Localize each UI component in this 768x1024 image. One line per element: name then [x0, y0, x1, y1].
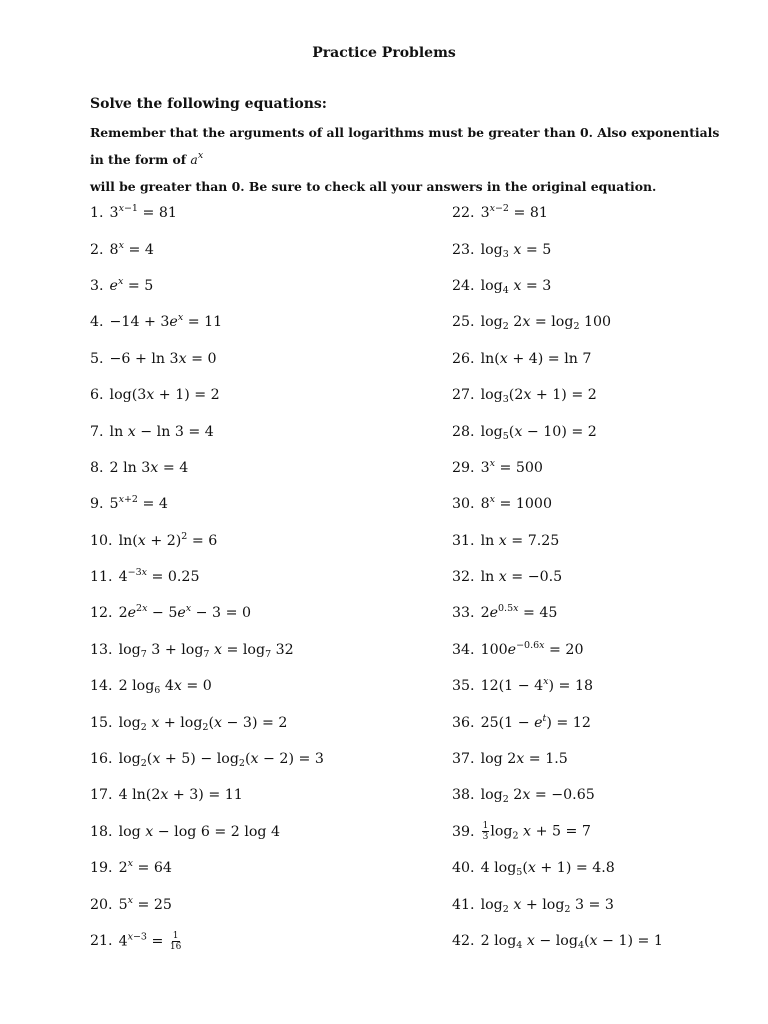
problem-16	[90, 741, 324, 777]
problem-38	[452, 777, 663, 813]
equation: ln(x + 4) = ln 7	[480, 350, 592, 367]
equation: $\log_2 x + \log_2 3 = 3$	[480, 896, 614, 915]
equation: $\log_3(2x + 1) = 2$	[480, 387, 597, 406]
problem-23	[452, 231, 663, 267]
equation: $\frac{1}{3}$ $\log_2 x + 5 = 7$	[482, 821, 591, 843]
equation: −6 + ln 3x = 0	[109, 350, 217, 367]
problem-number: 40.	[452, 860, 475, 877]
problem-number: 22.	[452, 205, 475, 222]
problem-number: 21.	[90, 933, 113, 949]
problem-18	[90, 814, 324, 850]
problem-number: 10.	[90, 532, 113, 549]
problem-number: 23.	[452, 241, 475, 258]
equation: $\log_3 x = 5$	[480, 241, 552, 260]
problem-number: 26.	[452, 350, 475, 367]
problem-14	[90, 668, 324, 704]
equation: log 2x = 1.5	[480, 751, 568, 768]
problem-number: 11.	[90, 569, 113, 586]
problem-number: 3.	[90, 277, 104, 294]
equation: $3^{x-1} = 81$	[109, 203, 177, 222]
problem-5	[90, 341, 324, 377]
problem-7	[90, 413, 324, 449]
problem-26	[452, 341, 663, 377]
problem-3	[90, 268, 324, 304]
problem-number: 41.	[452, 896, 475, 913]
problem-number: 25.	[452, 314, 475, 331]
problem-number: 7.	[90, 423, 104, 440]
equation: $\log_2(x + 5) - \log_2(x - 2) = 3$	[118, 751, 324, 770]
equation: ln x = −0.5	[480, 569, 563, 586]
problem-37	[452, 741, 663, 777]
note-line-2: will be greater than 0. Be sure to check all your answers in the original equation.	[90, 179, 657, 194]
problem-column-right	[452, 195, 663, 959]
problem-number: 6.	[90, 387, 104, 404]
problem-number: 8.	[90, 459, 104, 476]
equation: 4 ln(2x + 3) = 11	[118, 787, 243, 804]
problem-22	[452, 195, 663, 231]
problem-34	[452, 632, 663, 668]
problem-15	[90, 704, 324, 740]
problem-8	[90, 450, 324, 486]
problem-number: 39.	[452, 823, 475, 840]
equation: $e^x = 5$	[109, 275, 154, 294]
problem-10	[90, 523, 324, 559]
equation: ln x = 7.25	[480, 532, 560, 549]
equation: $2e^{0.5x} = 45$	[480, 603, 558, 622]
problem-36	[452, 704, 663, 740]
problem-number: 17.	[90, 787, 113, 804]
problem-number: 33.	[452, 605, 475, 622]
equation: 2 $\log_4 x - \log_4(x - 1) = 1$	[480, 933, 663, 951]
problem-27	[452, 377, 663, 413]
problem-number: 36.	[452, 714, 475, 731]
problem-number: 12.	[90, 605, 113, 622]
equation: $-14 + 3e^x = 11$	[109, 312, 223, 331]
problem-32	[452, 559, 663, 595]
equation: $2e^{2x} - 5e^x - 3 = 0$	[118, 603, 251, 622]
equation: $\log_7 3 + \log_7 x = \log_7 32$	[118, 641, 294, 660]
instructions-heading: Solve the following equations:	[90, 96, 327, 112]
equation: $2^x = 64$	[118, 858, 172, 877]
problem-number: 32.	[452, 569, 475, 586]
equation: $\log_2 2x = -0.65$	[480, 787, 595, 806]
problem-number: 14.	[90, 678, 113, 695]
problem-35	[452, 668, 663, 704]
equation: $8^x = 4$	[109, 239, 154, 258]
note-line-1: Remember that the arguments of all logarithms must be greater than 0. Also exponentials in the form of	[90, 125, 720, 167]
problem-33	[452, 595, 663, 631]
problem-number: 15.	[90, 714, 113, 731]
equation: $100e^{-0.6x} = 20$	[480, 639, 584, 658]
problem-number: 16.	[90, 751, 113, 768]
problem-number: 34.	[452, 641, 475, 658]
equation: $\log_5(x - 10) = 2$	[480, 423, 597, 442]
equation: $5^x = 25$	[118, 894, 172, 913]
problem-number: 38.	[452, 787, 475, 804]
problem-number: 31.	[452, 532, 475, 549]
equation: $25(1 - e^t) = 12$	[480, 712, 591, 731]
page-title: Practice Problems	[312, 45, 456, 61]
problem-number: 2.	[90, 241, 104, 258]
problem-number: 27.	[452, 387, 475, 404]
equation: $\log_2 2x = \log_2 100$	[480, 314, 612, 333]
equation: log(3x + 1) = 2	[109, 387, 220, 404]
problem-31	[452, 523, 663, 559]
equation: $8^x = 1000$	[480, 494, 552, 513]
problem-column-left	[90, 195, 324, 959]
problem-number: 24.	[452, 277, 475, 294]
problem-12	[90, 595, 324, 631]
equation: $\log_2 x + \log_2(x - 3) = 2$	[118, 714, 288, 733]
problem-13	[90, 632, 324, 668]
equation: $\log_4 x = 3$	[480, 277, 552, 296]
problem-number: 37.	[452, 751, 475, 768]
note-var-a: a	[190, 152, 198, 167]
equation: $4^{x-3}$ = $\frac{1}{16}$	[118, 930, 182, 952]
problem-4	[90, 304, 324, 340]
problem-30	[452, 486, 663, 522]
problem-1	[90, 195, 324, 231]
problem-21	[90, 923, 324, 959]
problem-25	[452, 304, 663, 340]
problem-number: 30.	[452, 496, 475, 513]
problem-28	[452, 413, 663, 449]
equation: $12(1 - 4^x) = 18$	[480, 676, 593, 695]
problem-19	[90, 850, 324, 886]
problem-number: 20.	[90, 896, 113, 913]
problem-24	[452, 268, 663, 304]
problem-9	[90, 486, 324, 522]
problem-42	[452, 923, 663, 959]
problem-number: 19.	[90, 860, 113, 877]
problem-number: 13.	[90, 641, 113, 658]
problem-number: 1.	[90, 205, 104, 222]
equation: 4 $\log_5(x + 1) = 4.8$	[480, 860, 615, 879]
problem-40	[452, 850, 663, 886]
problem-11	[90, 559, 324, 595]
note-var-x: x	[197, 150, 204, 161]
problem-39	[452, 814, 663, 850]
problem-number: 18.	[90, 823, 113, 840]
problem-20	[90, 886, 324, 922]
equation: $4^{-3x} = 0.25$	[118, 567, 200, 586]
equation: $3^x = 500$	[480, 457, 543, 476]
problem-17	[90, 777, 324, 813]
instructions-note	[90, 119, 730, 200]
problem-number: 5.	[90, 350, 104, 367]
problem-number: 28.	[452, 423, 475, 440]
problem-number: 29.	[452, 459, 475, 476]
problem-number: 35.	[452, 678, 475, 695]
equation: 2 $\log_6 4x = 0$	[118, 678, 212, 697]
problem-number: 4.	[90, 314, 104, 331]
equation: log x − log 6 = 2 log 4	[118, 823, 281, 840]
problem-6	[90, 377, 324, 413]
equation: $3^{x-2} = 81$	[480, 203, 548, 222]
problem-number: 42.	[452, 933, 475, 949]
equation: $\ln(x + 2)^2 = 6$	[118, 530, 218, 549]
problem-41	[452, 886, 663, 922]
equation: ln x − ln 3 = 4	[109, 423, 214, 440]
equation: 2 ln 3x = 4	[109, 459, 189, 476]
problem-29	[452, 450, 663, 486]
equation: $5^{x+2} = 4$	[109, 494, 168, 513]
problem-2	[90, 231, 324, 267]
problem-number: 9.	[90, 496, 104, 513]
